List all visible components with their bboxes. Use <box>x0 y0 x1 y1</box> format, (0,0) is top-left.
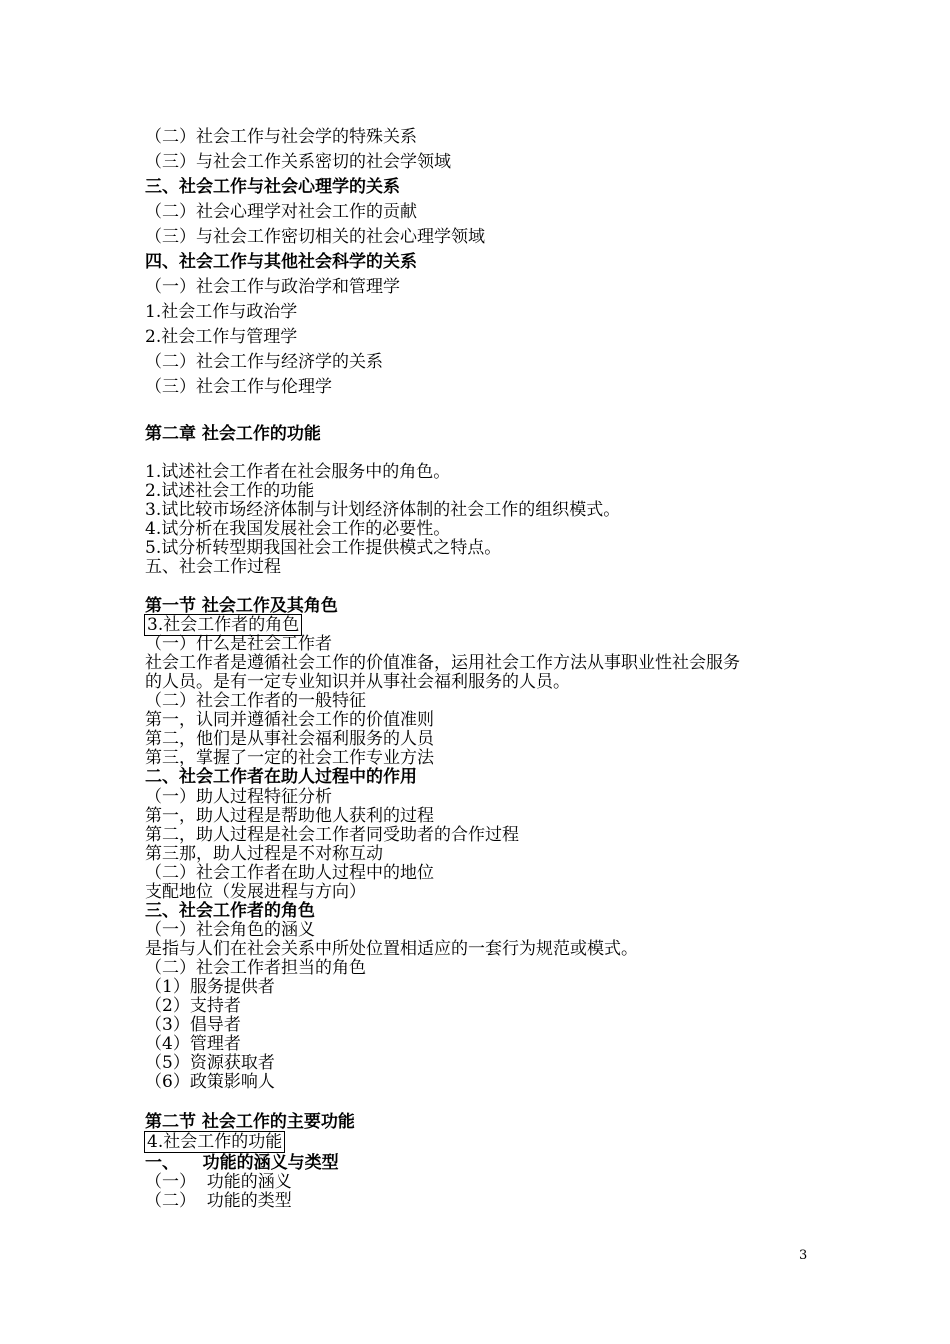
section-heading: 四、社会工作与其他社会科学的关系 <box>145 252 417 272</box>
text-line: （一） 功能的涵义 <box>145 1172 292 1192</box>
text-line: （三）与社会工作关系密切的社会学领域 <box>145 152 451 172</box>
list-item: （1）服务提供者 <box>145 977 275 997</box>
text-line: 5.试分析转型期我国社会工作提供模式之特点。 <box>145 538 502 558</box>
text-line: （一）社会工作与政治学和管理学 <box>145 277 400 297</box>
text-line: （二）社会工作与经济学的关系 <box>145 352 383 372</box>
text-line <box>145 615 302 635</box>
section-heading: 第二节 社会工作的主要功能 <box>145 1112 355 1132</box>
text-line: 社会工作者是遵循社会工作的价值准备，运用社会工作方法从事职业性社会服务 <box>145 653 740 673</box>
text-line: 4.试分析在我国发展社会工作的必要性。 <box>145 519 451 539</box>
list-item: （2）支持者 <box>145 996 241 1016</box>
text-line <box>145 1132 285 1152</box>
text-line: （二）社会心理学对社会工作的贡献 <box>145 202 417 222</box>
page-number: 3 <box>799 1248 808 1263</box>
section-heading: 二、社会工作者在助人过程中的作用 <box>145 767 417 787</box>
text-line: 第一，助人过程是帮助他人获利的过程 <box>145 806 434 826</box>
list-item: （4）管理者 <box>145 1034 241 1054</box>
text-line: 1.试述社会工作者在社会服务中的角色。 <box>145 462 451 482</box>
boxed-heading: 4.社会工作的功能 <box>144 1131 285 1153</box>
chapter-title: 第二章 社会工作的功能 <box>145 424 321 444</box>
text-line: 第一，认同并遵循社会工作的价值准则 <box>145 710 434 730</box>
text-line: 的人员。是有一定专业知识并从事社会福利服务的人员。 <box>145 672 570 692</box>
text-line: 3.试比较市场经济体制与计划经济体制的社会工作的组织模式。 <box>145 500 621 520</box>
text-line: （一）什么是社会工作者 <box>145 634 332 654</box>
text-line: （三）与社会工作密切相关的社会心理学领域 <box>145 227 485 247</box>
text-line: 五、社会工作过程 <box>145 557 281 577</box>
text-line: （二）社会工作与社会学的特殊关系 <box>145 127 417 147</box>
section-heading: 三、社会工作与社会心理学的关系 <box>145 177 400 197</box>
section-heading: 三、社会工作者的角色 <box>145 901 315 921</box>
text-line: 2.社会工作与管理学 <box>145 327 298 347</box>
text-line: 2.试述社会工作的功能 <box>145 481 315 501</box>
text-line: 第二，他们是从事社会福利服务的人员 <box>145 729 434 749</box>
section-heading: 一、 功能的涵义与类型 <box>145 1153 339 1173</box>
list-item: （3）倡导者 <box>145 1015 241 1035</box>
text-line: 支配地位（发展进程与方向） <box>145 882 366 902</box>
text-line: （一）社会角色的涵义 <box>145 920 315 940</box>
text-line: 是指与人们在社会关系中所处位置相适应的一套行为规范或模式。 <box>145 939 638 959</box>
text-line: （二） 功能的类型 <box>145 1191 292 1211</box>
text-line: （二）社会工作者担当的角色 <box>145 958 366 978</box>
text-line: 第二，助人过程是社会工作者同受助者的合作过程 <box>145 825 519 845</box>
list-item: （6）政策影响人 <box>145 1072 275 1092</box>
text-line: 1.社会工作与政治学 <box>145 302 298 322</box>
text-line: （二）社会工作者的一般特征 <box>145 691 366 711</box>
list-item: （5）资源获取者 <box>145 1053 275 1073</box>
section-heading: 第一节 社会工作及其角色 <box>145 596 338 616</box>
boxed-heading: 3.社会工作者的角色 <box>144 614 302 636</box>
text-line: 第三那，助人过程是不对称互动 <box>145 844 383 864</box>
text-line: 第三，掌握了一定的社会工作专业方法 <box>145 748 434 768</box>
text-line: （一）助人过程特征分析 <box>145 787 332 807</box>
text-line: （二）社会工作者在助人过程中的地位 <box>145 863 434 883</box>
text-line: （三）社会工作与伦理学 <box>145 377 332 397</box>
